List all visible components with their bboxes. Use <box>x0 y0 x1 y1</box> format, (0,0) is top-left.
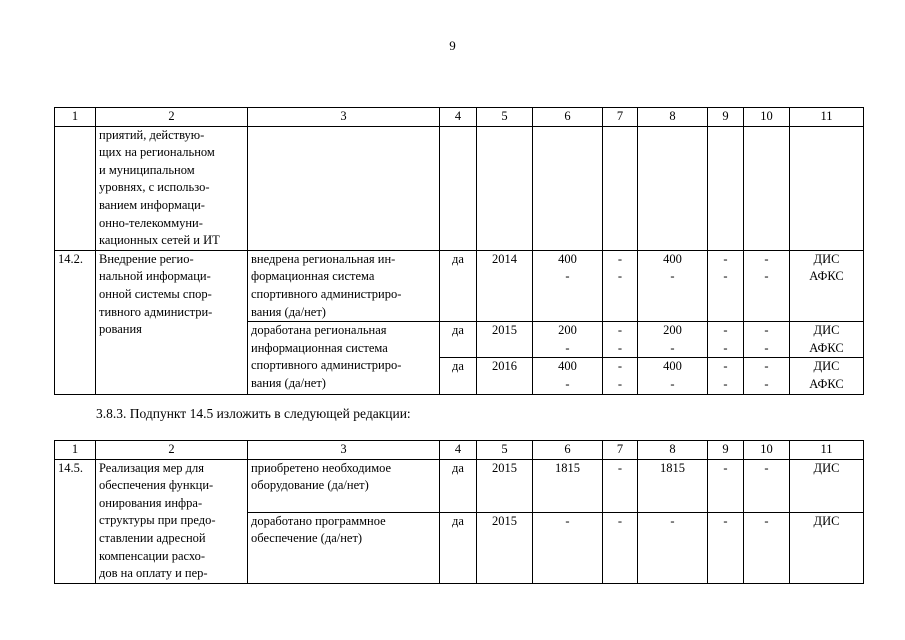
indicator-text: доработано программное обеспечение (да/нет) <box>248 512 440 583</box>
header-cell: 5 <box>477 108 533 127</box>
table-header-row <box>55 441 864 460</box>
header-cell: 8 <box>638 108 708 127</box>
cell-value: - - <box>603 250 638 321</box>
header-cell: 7 <box>603 108 638 127</box>
header-cell: 3 <box>248 108 440 127</box>
header-cell: 8 <box>638 441 708 460</box>
cell-value: 1815 <box>533 459 603 512</box>
indicator-text: доработана региональная информационная система спортивного администриро- вания (да/нет) <box>248 322 440 394</box>
header-cell: 1 <box>55 441 96 460</box>
cell-value: - - <box>603 322 638 358</box>
cell-value: - - <box>708 250 744 321</box>
cell-value: - - <box>744 250 790 321</box>
cell-value: - <box>638 512 708 583</box>
cell-value: - - <box>744 322 790 358</box>
cell-value: 200 - <box>533 322 603 358</box>
header-cell: 2 <box>96 441 248 460</box>
cell-value: 400 - <box>533 358 603 394</box>
cell-executor: ДИС АФКС <box>790 322 864 358</box>
table-row <box>55 250 864 321</box>
cell-value: - <box>603 512 638 583</box>
header-cell: 6 <box>533 441 603 460</box>
cell-value: - <box>708 459 744 512</box>
indicator-text: внедрена региональная ин- формационная система спортивного администриро- вания (да/нет) <box>248 250 440 321</box>
header-cell: 1 <box>55 108 96 127</box>
cell-value: 400 - <box>638 250 708 321</box>
cell-yes-no: да <box>440 322 477 358</box>
header-cell: 4 <box>440 108 477 127</box>
cell-yes-no: да <box>440 250 477 321</box>
header-cell: 11 <box>790 108 864 127</box>
item-number: 14.5. <box>55 459 96 583</box>
cell-value: - <box>744 512 790 583</box>
amendment-paragraph: 3.8.3. Подпункт 14.5 изложить в следующей редакции: <box>96 406 411 421</box>
item-name: Внедрение регио- нальной информаци- онной системы спор- тивного администри- рования <box>96 250 248 394</box>
cell-year: 2016 <box>477 358 533 394</box>
cell-executor: ДИС АФКС <box>790 358 864 394</box>
cell-value: - - <box>744 358 790 394</box>
header-cell: 10 <box>744 441 790 460</box>
cell-value: - <box>708 512 744 583</box>
table-header-row <box>55 108 864 127</box>
item-number: 14.2. <box>55 250 96 394</box>
page-number: 9 <box>449 38 456 53</box>
header-cell: 7 <box>603 441 638 460</box>
cell-value: 400 - <box>638 358 708 394</box>
header-cell: 11 <box>790 441 864 460</box>
table-row <box>55 459 864 512</box>
header-cell: 9 <box>708 441 744 460</box>
cell-executor: ДИС АФКС <box>790 250 864 321</box>
cell-value: - - <box>603 358 638 394</box>
header-cell: 3 <box>248 441 440 460</box>
cell-value: - <box>744 459 790 512</box>
header-cell: 10 <box>744 108 790 127</box>
cell-year: 2015 <box>477 322 533 358</box>
cell-value: - - <box>708 322 744 358</box>
header-cell: 5 <box>477 441 533 460</box>
cell-value: 400 - <box>533 250 603 321</box>
header-cell: 4 <box>440 441 477 460</box>
table-1 <box>54 107 864 395</box>
continuation-text: приятий, действую- щих на региональном и муниципальном уровнях, с использо- ванием информаци- онно-телекоммуни- кационных сетей и ИТ <box>96 126 248 250</box>
cell-executor: ДИС <box>790 512 864 583</box>
cell-value: - - <box>708 358 744 394</box>
cell-value: - <box>603 459 638 512</box>
indicator-text: приобретено необходимое оборудование (да/нет) <box>248 459 440 512</box>
cell-value: - <box>533 512 603 583</box>
header-cell: 9 <box>708 108 744 127</box>
header-cell: 6 <box>533 108 603 127</box>
item-name: Реализация мер для обеспечения функци- онирования инфра- структуры при предо- ставлении адресной компенсации расхо- дов на оплату и пер- <box>96 459 248 583</box>
table-2 <box>54 440 864 584</box>
cell-yes-no: да <box>440 459 477 512</box>
header-cell: 2 <box>96 108 248 127</box>
cell-year: 2015 <box>477 459 533 512</box>
cell-yes-no: да <box>440 358 477 394</box>
cell-yes-no: да <box>440 512 477 583</box>
cell-executor: ДИС <box>790 459 864 512</box>
cell-year: 2014 <box>477 250 533 321</box>
table-row <box>55 126 864 250</box>
cell-value: 200 - <box>638 322 708 358</box>
cell-value: 1815 <box>638 459 708 512</box>
cell-year: 2015 <box>477 512 533 583</box>
